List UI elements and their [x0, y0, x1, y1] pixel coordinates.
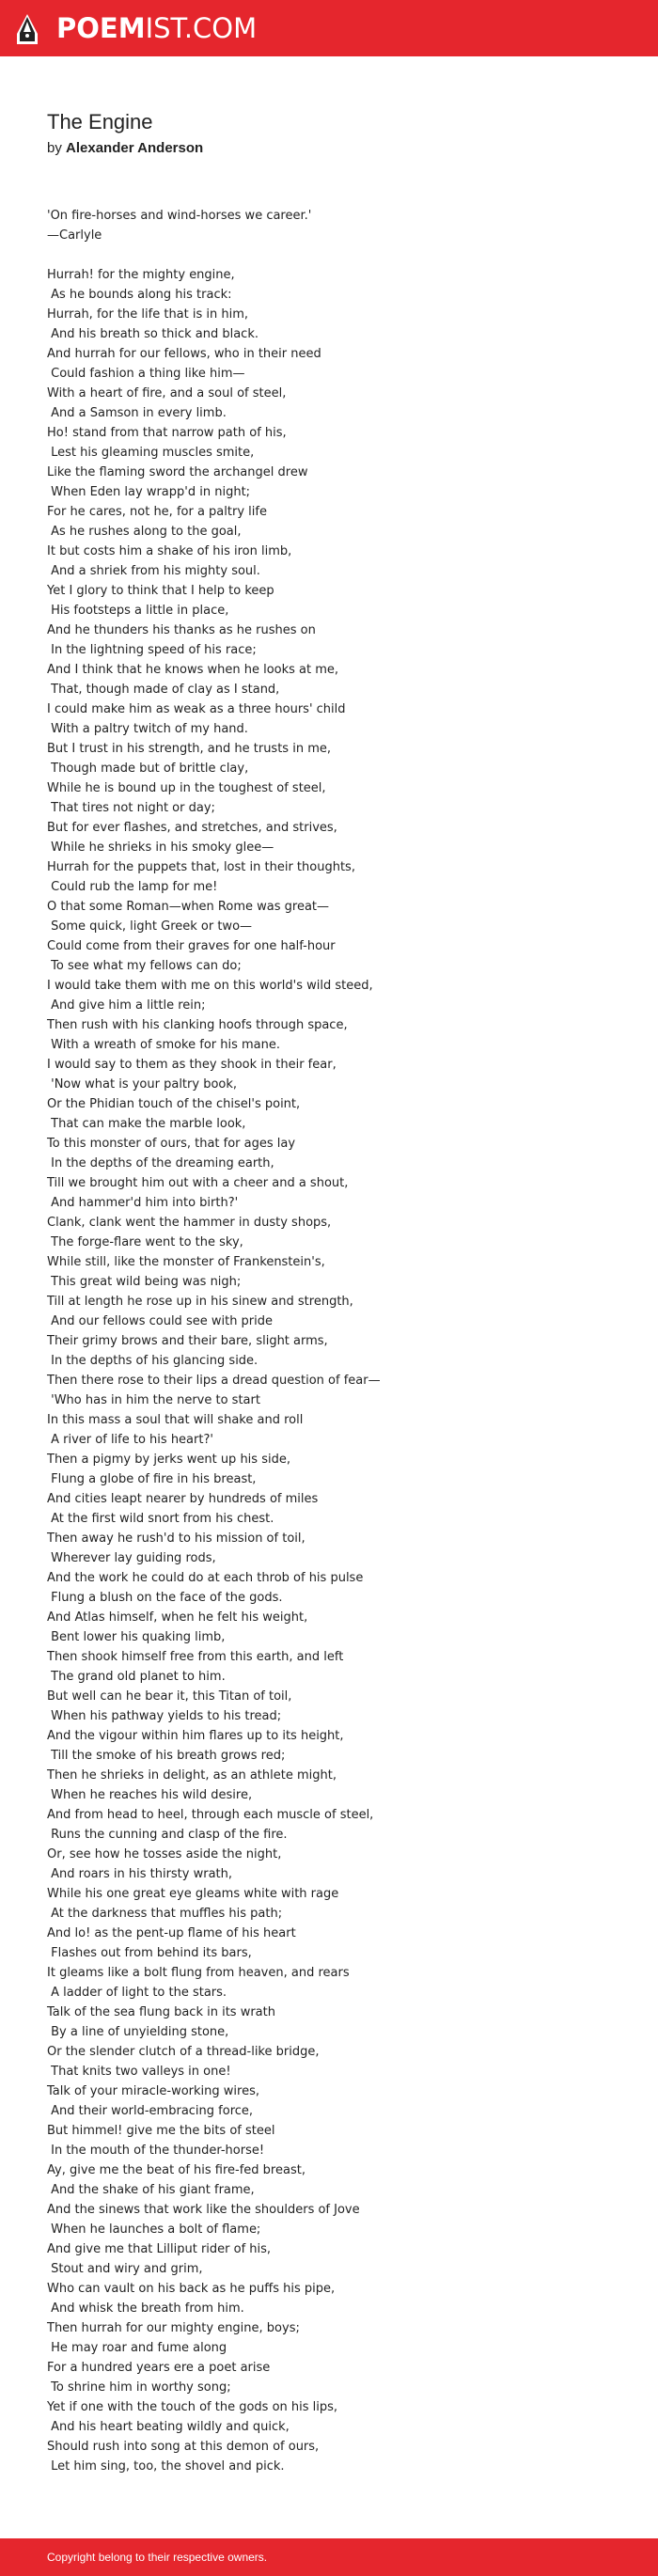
poem-line: And whisk the breath from him. — [47, 2301, 244, 2316]
poem-line: Talk of the sea flung back in its wrath — [47, 2005, 275, 2019]
poem-line: Should rush into song at this demon of ours, — [47, 2440, 320, 2454]
poem-line: Let him sing, too, the shovel and pick. — [47, 2459, 285, 2474]
poem-line: That tires not night or day; — [47, 801, 215, 815]
poem-line: To this monster of ours, that for ages lay — [47, 1137, 296, 1151]
poem-line: I would take them with me on this world's wild steed, — [47, 979, 373, 993]
poem-line: And his breath so thick and black. — [47, 327, 258, 341]
poem-line: And lo! as the pent-up flame of his heart — [47, 1926, 296, 1940]
poem-line: While still, like the monster of Frankenstein's, — [47, 1255, 325, 1269]
poem-line: And the vigour within him flares up to its height, — [47, 1729, 344, 1743]
poem-line: In the lightning speed of his race; — [47, 643, 257, 657]
poem-line: When he launches a bolt of flame; — [47, 2223, 261, 2237]
pen-nib-icon[interactable] — [15, 13, 39, 45]
poem-line: Or the slender clutch of a thread-like bridge, — [47, 2045, 320, 2059]
poem-line: But himmel! give me the bits of steel — [47, 2124, 275, 2138]
poem-line: And hurrah for our fellows, who in their need — [47, 347, 321, 361]
poem-line: Could come from their graves for one half-hour — [47, 939, 336, 953]
poem-line: And our fellows could see with pride — [47, 1314, 274, 1328]
poem-line: Wherever lay guiding rods, — [47, 1551, 216, 1565]
poem-line: A river of life to his heart?' — [47, 1433, 213, 1447]
poem-line: At the first wild snort from his chest. — [47, 1512, 274, 1526]
epigraph-line: 'On fire-horses and wind-horses we career.' — [47, 209, 312, 223]
poem-heading — [47, 108, 620, 159]
poem-line: It but costs him a shake of his iron limb, — [47, 544, 292, 558]
poem-line: Till the smoke of his breath grows red; — [47, 1749, 286, 1763]
poem-line: And the sinews that work like the shoulders of Jove — [47, 2203, 360, 2217]
brand-bold: POEM — [56, 12, 146, 44]
byline — [47, 138, 620, 159]
poem-line: O that some Roman—when Rome was great— — [47, 900, 330, 914]
poem-line: Talk of your miracle-working wires, — [47, 2084, 259, 2098]
poem-line: Till at length he rose up in his sinew and strength, — [47, 1295, 353, 1309]
site-footer — [0, 2538, 658, 2576]
by-label: by — [47, 140, 62, 156]
poem-line: In the depths of the dreaming earth, — [47, 1156, 274, 1170]
poem-line: That, though made of clay as I stand, — [47, 683, 280, 697]
poem-line: While he shrieks in his smoky glee— — [47, 840, 274, 855]
poem-line: Hurrah! for the mighty engine, — [47, 268, 235, 282]
poem-line: When Eden lay wrapp'd in night; — [47, 485, 251, 499]
poem-line: Till we brought him out with a cheer and a shout, — [47, 1176, 349, 1190]
poem-line: 'Now what is your paltry book, — [47, 1077, 238, 1092]
poem-line: And a shriek from his mighty soul. — [47, 564, 260, 578]
poem-line: I would say to them as they shook in their fear, — [47, 1058, 337, 1072]
poem-line: When his pathway yields to his tread; — [47, 1709, 282, 1723]
poem-line: To shrine him in worthy song; — [47, 2380, 231, 2395]
copyright-text: Copyright belong to their respective owners. — [47, 2551, 268, 2564]
poem-line: And hammer'd him into birth?' — [47, 1196, 239, 1210]
poem-title: The Engine — [47, 110, 153, 134]
poem-line: Or the Phidian touch of the chisel's point, — [47, 1097, 301, 1111]
poem-line: Then away he rush'd to his mission of toil, — [47, 1531, 306, 1546]
poem-line: Ho! stand from that narrow path of his, — [47, 426, 287, 440]
poem-line: But well can he bear it, this Titan of toil, — [47, 1689, 292, 1704]
poem-line: Lest his gleaming muscles smite, — [47, 446, 255, 460]
poem-line: And the work he could do at each throb of his pulse — [47, 1571, 364, 1585]
poem-line: Yet if one with the touch of the gods on his lips, — [47, 2400, 338, 2414]
poem-line: Then rush with his clanking hoofs through space, — [47, 1018, 348, 1032]
poem-line: Yet I glory to think that I help to keep — [47, 584, 274, 598]
poem-line: Could fashion a thing like him— — [47, 367, 245, 381]
poem-line: By a line of unyielding stone, — [47, 2025, 229, 2039]
poem-line: 'Who has in him the nerve to start — [47, 1393, 260, 1407]
poem-line: And he thunders his thanks as he rushes on — [47, 623, 316, 637]
poem-line: As he bounds along his track: — [47, 288, 232, 302]
poem-line: Or, see how he tosses aside the night, — [47, 1847, 282, 1861]
poem-line: Flung a globe of fire in his breast, — [47, 1472, 257, 1486]
poem-line: Some quick, light Greek or two— — [47, 919, 253, 934]
poem-line: Then hurrah for our mighty engine, boys; — [47, 2321, 300, 2335]
poem-line: Then he shrieks in delight, as an athlete might, — [47, 1768, 337, 1783]
poem-line: Then shook himself free from this earth, and left — [47, 1650, 344, 1664]
poem-line: And Atlas himself, when he felt his weight, — [47, 1610, 308, 1625]
poem-line: To see what my fellows can do; — [47, 959, 242, 973]
poem-line: And from head to heel, through each muscle of steel, — [47, 1808, 374, 1822]
poem-line: Runs the cunning and clasp of the fire. — [47, 1828, 288, 1842]
poem-line: And cities leapt nearer by hundreds of miles — [47, 1492, 319, 1506]
poem-line: And roars in his thirsty wrath, — [47, 1867, 233, 1881]
stanza-gap — [47, 245, 620, 265]
poem-line: That can make the marble look, — [47, 1117, 246, 1131]
poem-line: Their grimy brows and their bare, slight arms, — [47, 1334, 328, 1348]
poem-line: Hurrah, for the life that is in him, — [47, 307, 249, 322]
poem-line: Though made but of brittle clay, — [47, 762, 249, 776]
poem-line: In this mass a soul that will shake and roll — [47, 1413, 304, 1427]
site-logo-text[interactable] — [56, 12, 257, 44]
brand-light: IST.COM — [145, 12, 258, 44]
poem-line: And give me that Lilliput rider of his, — [47, 2242, 272, 2256]
poem-line: Then there rose to their lips a dread question of fear— — [47, 1374, 381, 1388]
poem-line: The forge-flare went to the sky, — [47, 1235, 243, 1249]
poem-line: Bent lower his quaking limb, — [47, 1630, 226, 1644]
poem-line: With a wreath of smoke for his mane. — [47, 1038, 281, 1052]
poem-line: That knits two valleys in one! — [47, 2065, 231, 2079]
poem-line: Then a pigmy by jerks went up his side, — [47, 1453, 290, 1467]
poem-line: Clank, clank went the hammer in dusty shops, — [47, 1216, 332, 1230]
poem-line: And the shake of his giant frame, — [47, 2183, 255, 2197]
poem-line: Who can vault on his back as he puffs his pipe, — [47, 2282, 336, 2296]
poem-line: Like the flaming sword the archangel drew — [47, 465, 308, 479]
poem-line: But for ever flashes, and stretches, and strives, — [47, 821, 337, 835]
poem-line: In the depths of his glancing side. — [47, 1354, 258, 1368]
site-header — [0, 0, 658, 56]
poem-line: Flung a blush on the face of the gods. — [47, 1591, 283, 1605]
poem-line: I could make him as weak as a three hours' child — [47, 702, 346, 716]
poem-line: For a hundred years ere a poet arise — [47, 2361, 271, 2375]
poem-line: Hurrah for the puppets that, lost in their thoughts, — [47, 860, 355, 874]
poem-line: But I trust in his strength, and he trusts in me, — [47, 742, 331, 756]
poem-line: For he cares, not he, for a paltry life — [47, 505, 267, 519]
poem-line: Stout and wiry and grim, — [47, 2262, 203, 2276]
epigraph-line: —Carlyle — [47, 228, 102, 243]
poem-line: As he rushes along to the goal, — [47, 525, 242, 539]
author-name: Alexander Anderson — [66, 140, 204, 156]
poem-line: And his heart beating wildly and quick, — [47, 2420, 290, 2434]
poem-line: At the darkness that muffles his path; — [47, 1907, 283, 1921]
poem-line: Could rub the lamp for me! — [47, 880, 218, 894]
poem-line: While his one great eye gleams white with rage — [47, 1887, 339, 1901]
poem-line: Flashes out from behind its bars, — [47, 1946, 252, 1960]
poem-line: With a heart of fire, and a soul of steel, — [47, 386, 287, 401]
poem-line: And their world-embracing force, — [47, 2104, 254, 2118]
poem-line: It gleams like a bolt flung from heaven, and rears — [47, 1966, 350, 1980]
poem-line: And give him a little rein; — [47, 998, 206, 1013]
poem-line: Ay, give me the beat of his fire-fed breast, — [47, 2163, 306, 2177]
poem-line: The grand old planet to him. — [47, 1670, 226, 1684]
poem-line: And I think that he knows when he looks at me, — [47, 663, 339, 677]
poem-line: He may roar and fume along — [47, 2341, 227, 2355]
poem-line: While he is bound up in the toughest of steel, — [47, 781, 326, 795]
poem-line: And a Samson in every limb. — [47, 406, 227, 420]
poem-line: His footsteps a little in place, — [47, 604, 229, 618]
poem-line: This great wild being was nigh; — [47, 1275, 242, 1289]
poem-line: When he reaches his wild desire, — [47, 1788, 253, 1802]
poem-line: A ladder of light to the stars. — [47, 1986, 227, 2000]
poem-line: With a paltry twitch of my hand. — [47, 722, 248, 736]
poem-line: In the mouth of the thunder-horse! — [47, 2144, 265, 2158]
poem-body — [47, 206, 620, 2476]
